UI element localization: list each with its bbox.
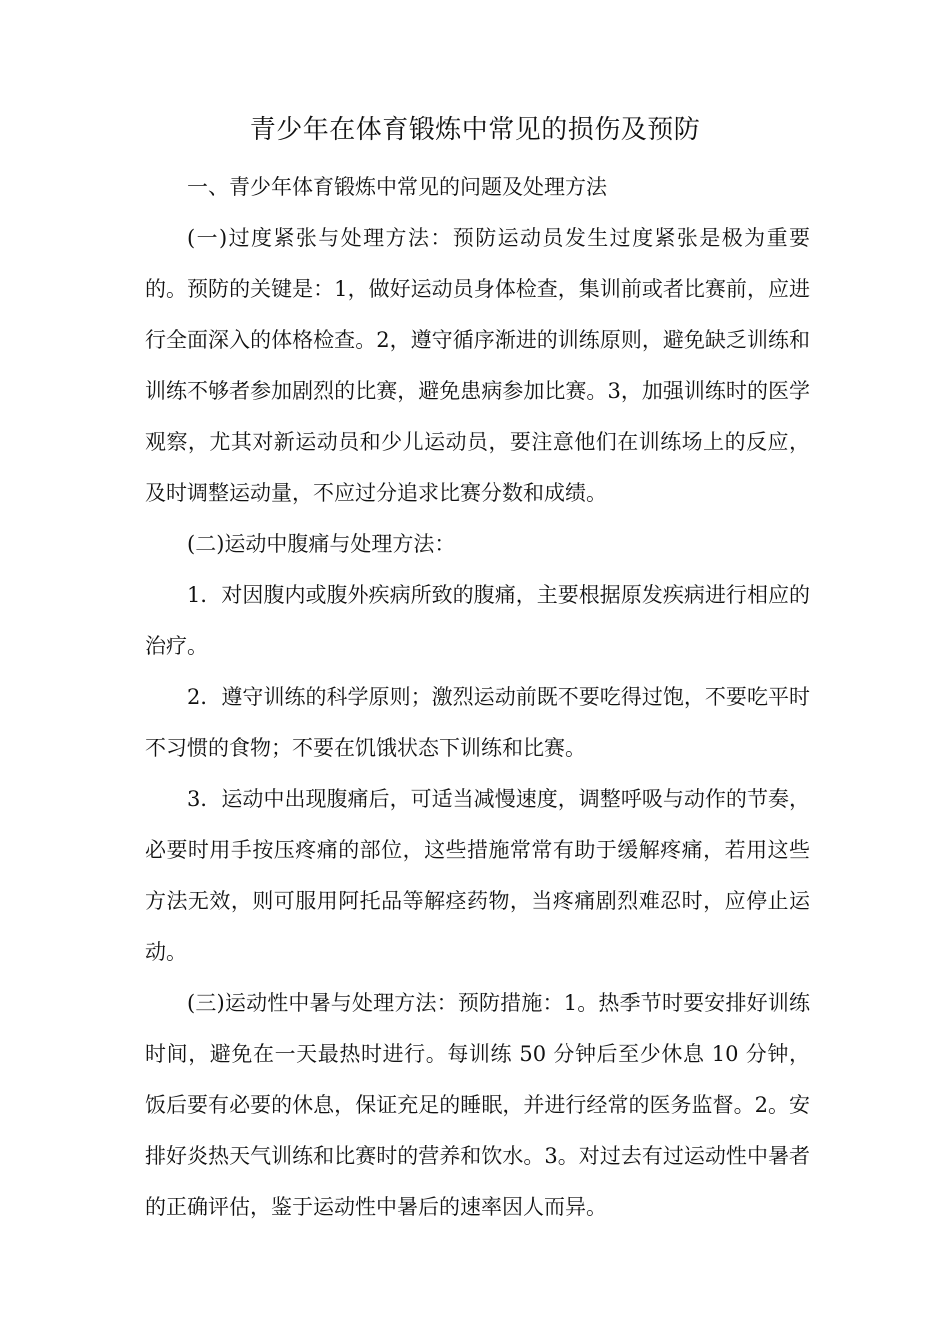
document-body (145, 162, 810, 1233)
paragraph-heatstroke: (三)运动性中暑与处理方法：预防措施：1。热季节时要安排好训练时间，避免在一天最热时进行。每训练 50 分钟后至少休息 10 分钟，饭后要有必要的休息，保证充足的睡眠，并进行经常的医务监督。2。安排好炎热天气训练和比赛时的营养和饮水。3。对过去有过运动性中暑者的正确评估，鉴于运动性中暑后的速率因人而异。 (145, 991, 810, 1219)
paragraph-abdominal-pain-2: 2．遵守训练的科学原则；激烈运动前既不要吃得过饱，不要吃平时不习惯的食物；不要在饥饿状态下训练和比赛。 (145, 685, 810, 760)
subsection-heading-abdominal-pain: (二)运动中腹痛与处理方法： (187, 532, 456, 556)
paragraph-abdominal-pain-1: 1．对因腹内或腹外疾病所致的腹痛，主要根据原发疾病进行相应的治疗。 (145, 583, 810, 658)
paragraph-overstrain: (一)过度紧张与处理方法：预防运动员发生过度紧张是极为重要的。预防的关键是：1，做好运动员身体检查，集训前或者比赛前，应进行全面深入的体格检查。2，遵守循序渐进的训练原则，避免缺乏训练和训练不够者参加剧烈的比赛，避免患病参加比赛。3，加强训练时的医学观察，尤其对新运动员和少儿运动员，要注意他们在训练场上的反应，及时调整运动量，不应过分追求比赛分数和成绩。 (145, 226, 810, 505)
paragraph-abdominal-pain-3: 3．运动中出现腹痛后，可适当减慢速度，调整呼吸与动作的节奏，必要时用手按压疼痛的部位，这些措施常常有助于缓解疼痛，若用这些方法无效，则可服用阿托品等解痉药物，当疼痛剧烈难忍时，应停止运动。 (145, 787, 810, 964)
section-heading: 一、青少年体育锻炼中常见的问题及处理方法 (187, 175, 607, 199)
document-title: 青少年在体育锻炼中常见的损伤及预防 (249, 115, 701, 145)
